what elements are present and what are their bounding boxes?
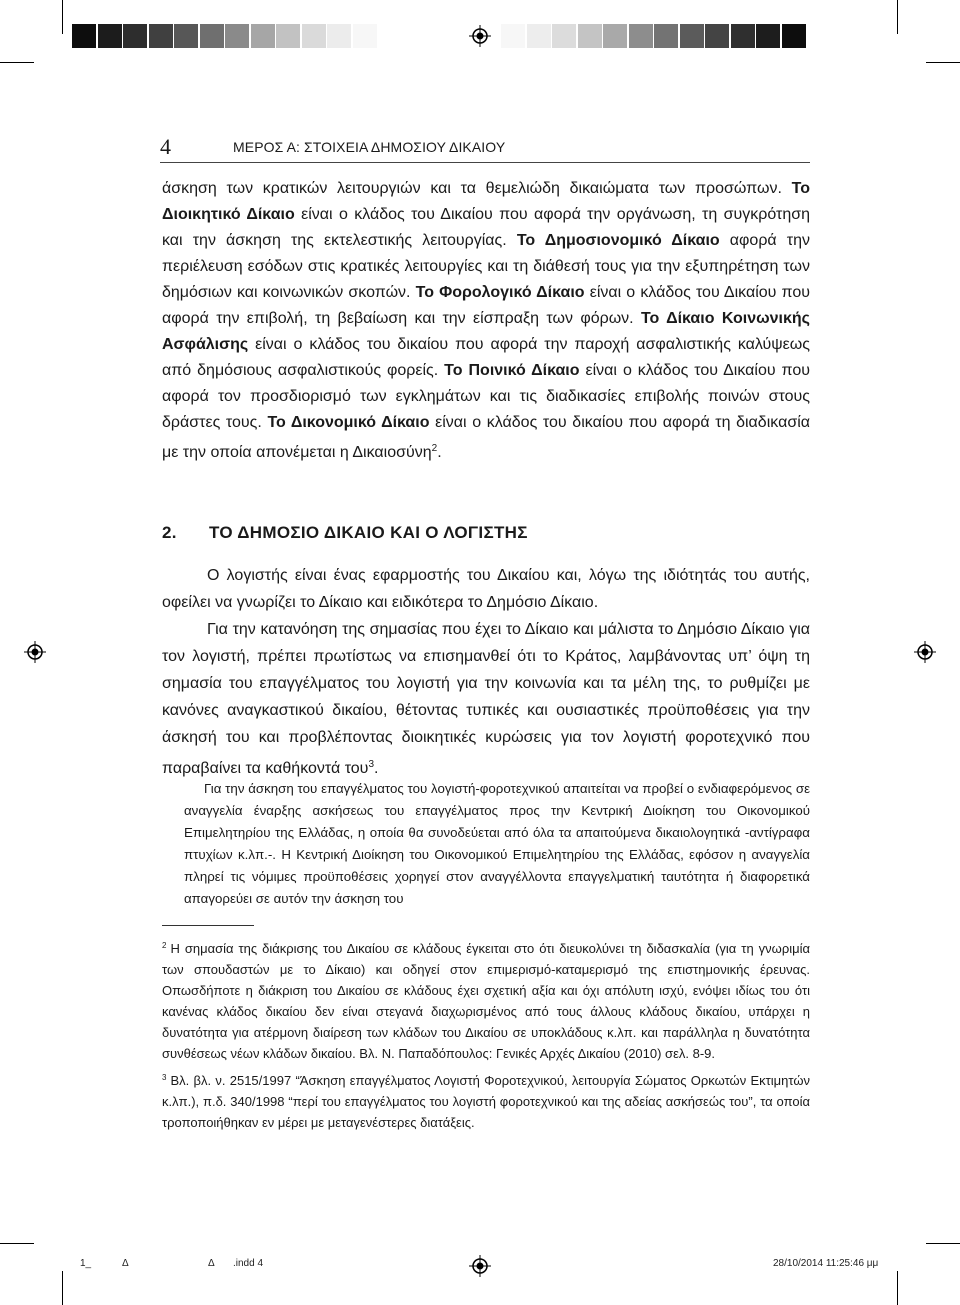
registration-mark-left-icon [24,641,46,663]
intro-segment: είναι ο κλάδος του δικαίου που αφορά την παροχή ασφαλιστικής καλύψεως από δημόσιους ασφαλιστικούς φορείς. [162,336,810,379]
intro-end: . [437,444,442,461]
crop-mark [62,0,63,34]
footnote-mark-2: 2 [162,941,167,950]
color-swatch [327,24,351,48]
crop-mark [0,1243,34,1244]
slug-file: .indd 4 [233,1258,264,1269]
registration-mark-top-icon [469,25,491,47]
registration-mark-right-icon [914,641,936,663]
color-swatch [654,24,678,48]
section-title: ΤΟ ΔΗΜΟΣΙΟ ΔΙΚΑΙΟ ΚΑΙ Ο ΛΟΓΙΣΤΗΣ [209,523,528,542]
color-swatch [98,24,122,48]
section-number: 2. [162,523,177,542]
color-swatch [680,24,704,48]
paragraph-1: Ο λογιστής είναι ένας εφαρμοστής του Δικαίου και, λόγω της ιδιότητάς του αυτής, οφείλει να γνωρίζει το Δίκαιο και ειδικότερα το Δημόσιο Δίκαιο. [162,567,810,611]
slug-left: 1_ [80,1258,92,1269]
color-swatch [629,24,653,48]
bold-term: Το Δίκαιο Κοινωνικής Ασφάλισης [162,310,810,353]
slug-d1: Δ [122,1258,129,1269]
section-heading [162,523,528,543]
intro-segment: είναι ο κλάδος του Δικαίου που αφορά τον προσδιορισμό των εγκλημάτων και τις διαδικασίες επιβολής ποινών στους δράστες τους. [162,362,811,431]
indented-note [184,778,810,910]
slug-d2: Δ [208,1258,215,1269]
color-swatch [251,24,275,48]
intro-segment: είναι ο κλάδος του δικαίου που αφορά τη διαδικασία με την οποία απονέμεται η Δικαιοσύνη [162,414,811,461]
paragraph-2 [162,616,810,782]
intro-text [162,176,810,466]
footnote-3 [162,1067,810,1133]
footnote-3-text: Βλ. βλ. ν. 2515/1997 “Άσκηση επαγγέλματος Λογιστή Φοροτεχνικού, λειτουργία Σώματος Ορκωτών Εκτιμητών κ.λπ.), π.δ. 340/1998 “περί του επαγγέλματος του λογιστή φοροτεχνικού και της αδείας ασκήσεώς του”, τα οποία τροποποιήθηκαν εν μέρει με μεταγενέστερες διατάξεις. [162,1073,810,1130]
slug-datetime: 28/10/2014 11:25:46 μμ [773,1258,879,1269]
bold-term: Το Διοικητικό Δίκαιο [162,180,810,223]
footnote-2-text: Η σημασία της διάκρισης του Δικαίου σε κλάδους έγκειται στο ότι διευκολύνει τη διδασκαλία (για τη γνωριμία των σπουδαστών με το Δίκαιο) και οδηγεί στον επιμερισμό-καταμερισμό της επιστημονικής έρευνας. Οπωσδήποτε η διάκριση του Δικαίου σε κλάδους έχει σχετική αξία και όχι απόλυτη ισχύ, ενόψει ιδίως του ότι κανένας κλάδος δικαίου δεν είναι στεγανά διαχωρισμένος από τους άλλους κλάδους δικαίου, υπάρχει η δυνατότητα για ατέρμονη διαίρεση των κλάδων του Δικαίου σε υποκλάδους κ.λπ. και παράλληλα η δυνατότητα συνθέσεως νέων κλάδων δικαίου. Βλ. Ν. Παπαδόπουλος: Γενικές Αρχές Δικαίου (2010) σελ. 8-9. [162,941,810,1061]
color-swatch [302,24,326,48]
crop-mark [926,62,960,63]
footnote-mark-3: 3 [162,1073,167,1082]
bold-term: Το Ποινικό Δίκαιο [444,362,580,379]
color-bar-right [501,24,807,48]
color-swatch [731,24,755,48]
crop-mark [926,1243,960,1244]
footnote-rule [162,925,254,926]
color-swatch [552,24,576,48]
section-body [162,562,810,782]
color-swatch [276,24,300,48]
color-swatch [603,24,627,48]
footnote-ref-3[interactable]: 3 [368,759,374,770]
bold-term: Το Δικονομικό Δίκαιο [267,414,430,431]
intro-paragraph [162,176,810,466]
footnote-2 [162,935,810,1064]
intro-segment: αφορά την περιέλευση εσόδων στις κρατικές λειτουργίες και τη διάθεσή τους για την εξυπηρέτηση των δημόσιων και κοινωνικών σκοπών. [162,232,811,301]
intro-segments [162,180,810,461]
color-swatch [200,24,224,48]
color-swatch [782,24,806,48]
color-swatch [225,24,249,48]
indented-note-text: Για την άσκηση του επαγγέλματος του λογιστή-φοροτεχνικού απαιτείται να προβεί ο ενδιαφερόμενος σε αναγγελία έναρξης ασκήσεως του επαγγέλματος προς την Κεντρική Διοίκηση του Οικονομικού Επιμελητηρίου της Ελλάδας, η οποία θα συνοδεύεται από όλα τα απαιτούμενα δικαιολογητικά -αντίγραφα πτυχίων κ.λπ.-. Η Κεντρική Διοίκηση του Οικονομικού Επιμελητηρίου της Ελλάδας, εφόσον η αναγγελία πληρεί τις νόμιμες προϋποθέσεις χορηγεί στον αναγγέλλοντα επαγγελματική ταυτότητα ή διαφορετικά απαγορεύει σε αυτόν την άσκηση του [184,781,810,906]
color-swatch [174,24,198,48]
crop-mark [0,62,34,63]
crop-mark [897,1271,898,1305]
color-swatch [527,24,551,48]
color-swatch [353,24,377,48]
crop-mark [897,0,898,34]
page-number: 4 [160,134,171,159]
crop-mark [62,1271,63,1305]
registration-mark-bottom-icon [469,1255,491,1277]
intro-segment: είναι ο κλάδος του Δικαίου που αφορά την επιβολή, τη βεβαίωση και την είσπραξη των φόρων. [162,284,811,327]
color-swatch [149,24,173,48]
header-rule [160,162,810,163]
color-swatch [705,24,729,48]
bold-term: Το Δημοσιονομικό Δίκαιο [516,232,720,249]
paragraph-2-end: . [374,760,379,777]
running-head-title: ΜΕΡΟΣ Α: ΣΤΟΙΧΕΙΑ ΔΗΜΟΣΙΟΥ ΔΙΚΑΙΟΥ [233,139,506,155]
color-swatch [123,24,147,48]
color-swatch [501,24,525,48]
bold-term: Το Φορολογικό Δίκαιο [415,284,585,301]
color-swatch [72,24,96,48]
intro-segment: άσκηση των κρατικών λειτουργιών και τα θεμελιώδη δικαιώματα των προσώπων. [162,180,792,197]
color-swatch [578,24,602,48]
paragraph-2-text: Για την κατανόηση της σημασίας που έχει το Δίκαιο και μάλιστα το Δημόσιο Δίκαιο για τον λογιστή, πρέπει πρωτίστως να επισημανθεί ότι το Κράτος, λαμβάνοντας υπ’ όψη τη σημασία του επαγγέλματος του λογιστή για την κοινωνία και τα μέλη της, το ρυθμίζει με κανόνες αναγκαστικού δικαίου, θέτοντας τυπικές και ουσιαστικές προϋποθέσεις για την άσκησή του και προβλέποντας διοικητικές κυρώσεις για τον λογιστή φοροτεχνικό που παραβαίνει τα καθήκοντά του [162,621,810,777]
color-bar-left [72,24,378,48]
color-swatch [756,24,780,48]
footnote-ref-2[interactable]: 2 [431,443,438,454]
intro-segment: είναι ο κλάδος του Δικαίου που αφορά την οργάνωση, τη συγκρότηση και την άσκηση της εκτελεστικής λειτουργίας. [162,206,811,249]
footnotes [162,935,810,1133]
